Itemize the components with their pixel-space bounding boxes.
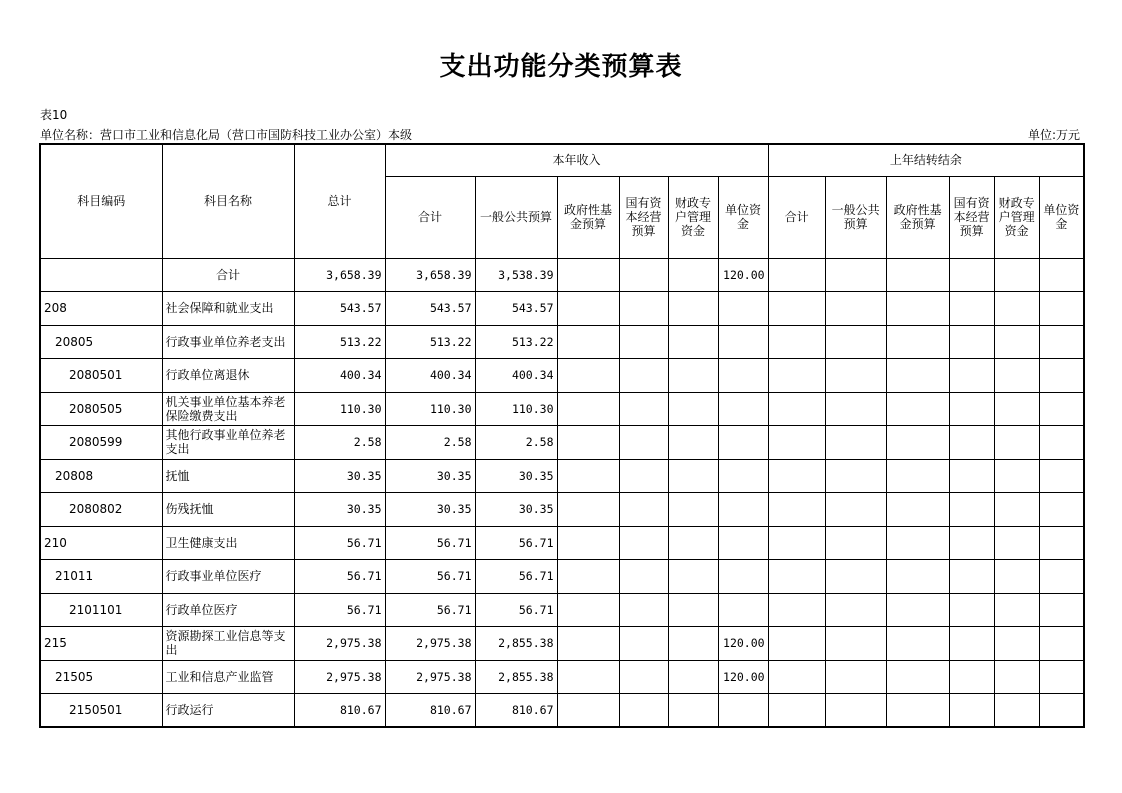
col-header-carry-unit-funds: 单位资金 (1039, 176, 1084, 258)
cell-carryover (994, 258, 1039, 292)
cell-carryover (886, 660, 949, 694)
col-header-current-fiscal-account: 财政专户管理资金 (668, 176, 718, 258)
cell-total: 56.71 (294, 526, 385, 560)
cell-name: 卫生健康支出 (162, 526, 294, 560)
cell-carryover (994, 459, 1039, 493)
cell-c-unit (718, 560, 768, 594)
page-title: 支出功能分类预算表 (439, 52, 683, 82)
cell-carryover (768, 359, 825, 393)
cell-total: 513.22 (294, 325, 385, 359)
cell-c-fund (557, 493, 619, 527)
col-header-carry-general: 一般公共预算 (825, 176, 886, 258)
group-header-current-income: 本年收入 (385, 144, 768, 176)
cell-total: 810.67 (294, 694, 385, 728)
cell-carryover (994, 593, 1039, 627)
cell-c-state (619, 292, 668, 326)
cell-code (40, 258, 162, 292)
cell-c-gen: 400.34 (475, 359, 557, 393)
cell-c-state (619, 325, 668, 359)
cell-carryover (886, 292, 949, 326)
cell-total: 2,975.38 (294, 627, 385, 661)
cell-name: 合计 (162, 258, 294, 292)
cell-code: 21505 (40, 660, 162, 694)
cell-c-fund (557, 660, 619, 694)
cell-carryover (949, 694, 994, 728)
table-row (40, 493, 1084, 527)
cell-c-sum: 30.35 (385, 493, 475, 527)
cell-c-gen: 2.58 (475, 426, 557, 460)
cell-c-state (619, 426, 668, 460)
cell-c-gen: 543.57 (475, 292, 557, 326)
cell-total: 543.57 (294, 292, 385, 326)
cell-code: 20808 (40, 459, 162, 493)
cell-carryover (825, 593, 886, 627)
cell-carryover (1039, 258, 1084, 292)
cell-c-fiscal (668, 392, 718, 426)
cell-c-fiscal (668, 459, 718, 493)
cell-carryover (768, 593, 825, 627)
cell-c-sum: 513.22 (385, 325, 475, 359)
table-row (40, 426, 1084, 460)
cell-carryover (825, 493, 886, 527)
cell-carryover (949, 660, 994, 694)
cell-carryover (768, 660, 825, 694)
cell-carryover (949, 526, 994, 560)
table-row (40, 627, 1084, 661)
group-header-carryover: 上年结转结余 (768, 144, 1084, 176)
cell-carryover (825, 459, 886, 493)
cell-carryover (768, 258, 825, 292)
cell-c-unit (718, 526, 768, 560)
table-row (40, 392, 1084, 426)
cell-carryover (768, 392, 825, 426)
cell-carryover (994, 392, 1039, 426)
cell-carryover (949, 325, 994, 359)
cell-total: 56.71 (294, 593, 385, 627)
cell-c-state (619, 560, 668, 594)
cell-c-sum: 400.34 (385, 359, 475, 393)
cell-c-gen: 30.35 (475, 493, 557, 527)
table-row (40, 694, 1084, 728)
cell-code: 20805 (40, 325, 162, 359)
cell-carryover (994, 526, 1039, 560)
cell-c-fiscal (668, 325, 718, 359)
cell-carryover (1039, 526, 1084, 560)
cell-carryover (1039, 359, 1084, 393)
cell-c-unit (718, 426, 768, 460)
col-header-name: 科目名称 (162, 144, 294, 258)
cell-c-fund (557, 560, 619, 594)
cell-carryover (825, 627, 886, 661)
cell-carryover (886, 426, 949, 460)
cell-name: 抚恤 (162, 459, 294, 493)
cell-carryover (1039, 660, 1084, 694)
cell-c-sum: 2.58 (385, 426, 475, 460)
cell-carryover (1039, 292, 1084, 326)
cell-c-state (619, 593, 668, 627)
table-body (40, 258, 1084, 727)
cell-c-fiscal (668, 593, 718, 627)
table-row (40, 459, 1084, 493)
cell-c-gen: 56.71 (475, 560, 557, 594)
cell-c-fiscal (668, 292, 718, 326)
cell-c-gen: 56.71 (475, 593, 557, 627)
cell-carryover (768, 426, 825, 460)
cell-carryover (994, 426, 1039, 460)
col-header-code: 科目编码 (40, 144, 162, 258)
cell-c-fiscal (668, 660, 718, 694)
cell-carryover (825, 392, 886, 426)
table-row (40, 660, 1084, 694)
cell-c-sum: 56.71 (385, 526, 475, 560)
cell-c-fund (557, 392, 619, 426)
cell-c-fiscal (668, 694, 718, 728)
cell-code: 208 (40, 292, 162, 326)
cell-c-fiscal (668, 258, 718, 292)
cell-carryover (1039, 325, 1084, 359)
cell-code: 2080599 (40, 426, 162, 460)
cell-carryover (949, 459, 994, 493)
col-header-carry-fund: 政府性基金预算 (886, 176, 949, 258)
cell-c-fund (557, 526, 619, 560)
cell-carryover (886, 493, 949, 527)
cell-c-state (619, 493, 668, 527)
cell-carryover (994, 493, 1039, 527)
cell-c-sum: 543.57 (385, 292, 475, 326)
cell-carryover (886, 459, 949, 493)
cell-carryover (768, 694, 825, 728)
cell-carryover (768, 325, 825, 359)
cell-c-fund (557, 627, 619, 661)
cell-carryover (768, 526, 825, 560)
cell-carryover (768, 493, 825, 527)
cell-c-unit (718, 325, 768, 359)
cell-carryover (994, 325, 1039, 359)
col-header-current-sum: 合计 (385, 176, 475, 258)
cell-c-fiscal (668, 359, 718, 393)
cell-c-sum: 56.71 (385, 593, 475, 627)
cell-total: 3,658.39 (294, 258, 385, 292)
cell-total: 110.30 (294, 392, 385, 426)
cell-carryover (825, 359, 886, 393)
cell-c-sum: 810.67 (385, 694, 475, 728)
cell-carryover (886, 392, 949, 426)
header-row-1 (40, 144, 1084, 176)
cell-c-unit: 120.00 (718, 627, 768, 661)
cell-carryover (886, 560, 949, 594)
cell-carryover (768, 459, 825, 493)
cell-c-sum: 56.71 (385, 560, 475, 594)
table-number: 表10 (40, 108, 68, 122)
cell-carryover (949, 627, 994, 661)
cell-code: 210 (40, 526, 162, 560)
unit-name: 单位名称：营口市工业和信息化局（营口市国防科技工业办公室）本级 (40, 128, 413, 142)
cell-carryover (1039, 493, 1084, 527)
cell-carryover (994, 627, 1039, 661)
cell-c-unit (718, 459, 768, 493)
cell-c-state (619, 459, 668, 493)
cell-c-unit (718, 359, 768, 393)
cell-c-gen: 810.67 (475, 694, 557, 728)
cell-carryover (949, 426, 994, 460)
cell-name: 社会保障和就业支出 (162, 292, 294, 326)
col-header-current-unit-funds: 单位资金 (718, 176, 768, 258)
cell-c-fiscal (668, 627, 718, 661)
cell-code: 215 (40, 627, 162, 661)
cell-c-gen: 2,855.38 (475, 627, 557, 661)
cell-carryover (825, 258, 886, 292)
cell-c-gen: 513.22 (475, 325, 557, 359)
cell-c-unit (718, 392, 768, 426)
cell-carryover (825, 325, 886, 359)
cell-carryover (886, 593, 949, 627)
cell-c-gen: 56.71 (475, 526, 557, 560)
cell-code: 2101101 (40, 593, 162, 627)
cell-name: 行政事业单位养老支出 (162, 325, 294, 359)
table-row (40, 325, 1084, 359)
cell-code: 2080802 (40, 493, 162, 527)
cell-c-state (619, 392, 668, 426)
cell-c-state (619, 627, 668, 661)
cell-name: 工业和信息产业监管 (162, 660, 294, 694)
cell-carryover (994, 359, 1039, 393)
cell-carryover (1039, 694, 1084, 728)
cell-carryover (949, 292, 994, 326)
cell-c-unit: 120.00 (718, 660, 768, 694)
cell-carryover (949, 359, 994, 393)
cell-carryover (886, 627, 949, 661)
cell-c-sum: 3,658.39 (385, 258, 475, 292)
table-row (40, 258, 1084, 292)
cell-c-gen: 2,855.38 (475, 660, 557, 694)
cell-carryover (949, 560, 994, 594)
cell-carryover (768, 292, 825, 326)
cell-carryover (886, 526, 949, 560)
cell-name: 行政单位医疗 (162, 593, 294, 627)
cell-code: 2150501 (40, 694, 162, 728)
cell-c-unit (718, 593, 768, 627)
cell-carryover (1039, 560, 1084, 594)
cell-carryover (768, 560, 825, 594)
cell-c-fiscal (668, 493, 718, 527)
cell-carryover (994, 694, 1039, 728)
cell-c-fund (557, 459, 619, 493)
cell-carryover (949, 392, 994, 426)
cell-total: 400.34 (294, 359, 385, 393)
cell-total: 2,975.38 (294, 660, 385, 694)
cell-c-fiscal (668, 426, 718, 460)
cell-total: 30.35 (294, 493, 385, 527)
cell-c-fund (557, 359, 619, 393)
cell-c-state (619, 526, 668, 560)
cell-c-sum: 110.30 (385, 392, 475, 426)
cell-c-fund (557, 292, 619, 326)
cell-carryover (825, 694, 886, 728)
cell-carryover (1039, 392, 1084, 426)
cell-name: 机关事业单位基本养老保险缴费支出 (162, 392, 294, 426)
col-header-carry-sum: 合计 (768, 176, 825, 258)
cell-carryover (825, 292, 886, 326)
cell-c-state (619, 660, 668, 694)
cell-c-fiscal (668, 560, 718, 594)
cell-name: 伤残抚恤 (162, 493, 294, 527)
col-header-total: 总计 (294, 144, 385, 258)
cell-c-gen: 3,538.39 (475, 258, 557, 292)
cell-c-state (619, 258, 668, 292)
budget-table (39, 143, 1085, 728)
cell-c-fund (557, 694, 619, 728)
cell-c-fund (557, 593, 619, 627)
cell-c-gen: 110.30 (475, 392, 557, 426)
cell-carryover (825, 426, 886, 460)
col-header-current-fund: 政府性基金预算 (557, 176, 619, 258)
cell-code: 2080505 (40, 392, 162, 426)
cell-c-unit (718, 694, 768, 728)
table-row (40, 593, 1084, 627)
cell-code: 2080501 (40, 359, 162, 393)
col-header-carry-state-capital: 国有资本经营预算 (949, 176, 994, 258)
cell-c-fiscal (668, 526, 718, 560)
cell-carryover (825, 526, 886, 560)
cell-name: 行政事业单位医疗 (162, 560, 294, 594)
cell-c-sum: 2,975.38 (385, 627, 475, 661)
cell-carryover (1039, 593, 1084, 627)
cell-code: 21011 (40, 560, 162, 594)
cell-name: 资源勘探工业信息等支出 (162, 627, 294, 661)
cell-carryover (886, 359, 949, 393)
cell-c-fund (557, 325, 619, 359)
cell-c-unit (718, 493, 768, 527)
cell-c-unit: 120.00 (718, 258, 768, 292)
cell-carryover (994, 660, 1039, 694)
cell-c-fund (557, 426, 619, 460)
cell-c-fund (557, 258, 619, 292)
cell-carryover (994, 292, 1039, 326)
cell-carryover (994, 560, 1039, 594)
cell-total: 56.71 (294, 560, 385, 594)
cell-c-state (619, 694, 668, 728)
col-header-current-general: 一般公共预算 (475, 176, 557, 258)
table-row (40, 292, 1084, 326)
cell-carryover (1039, 426, 1084, 460)
cell-carryover (768, 627, 825, 661)
col-header-carry-fiscal-account: 财政专户管理资金 (994, 176, 1039, 258)
cell-name: 其他行政事业单位养老支出 (162, 426, 294, 460)
currency-unit: 单位:万元 (1027, 128, 1080, 142)
cell-c-sum: 2,975.38 (385, 660, 475, 694)
cell-c-state (619, 359, 668, 393)
cell-carryover (949, 493, 994, 527)
cell-name: 行政单位离退休 (162, 359, 294, 393)
table-row (40, 560, 1084, 594)
cell-total: 2.58 (294, 426, 385, 460)
cell-carryover (825, 560, 886, 594)
cell-total: 30.35 (294, 459, 385, 493)
cell-carryover (886, 258, 949, 292)
table-row (40, 526, 1084, 560)
cell-carryover (1039, 627, 1084, 661)
col-header-current-state-capital: 国有资本经营预算 (619, 176, 668, 258)
cell-carryover (949, 258, 994, 292)
cell-carryover (886, 694, 949, 728)
cell-carryover (886, 325, 949, 359)
cell-carryover (949, 593, 994, 627)
cell-name: 行政运行 (162, 694, 294, 728)
cell-c-unit (718, 292, 768, 326)
table-row (40, 359, 1084, 393)
cell-carryover (825, 660, 886, 694)
cell-c-gen: 30.35 (475, 459, 557, 493)
cell-carryover (1039, 459, 1084, 493)
cell-c-sum: 30.35 (385, 459, 475, 493)
